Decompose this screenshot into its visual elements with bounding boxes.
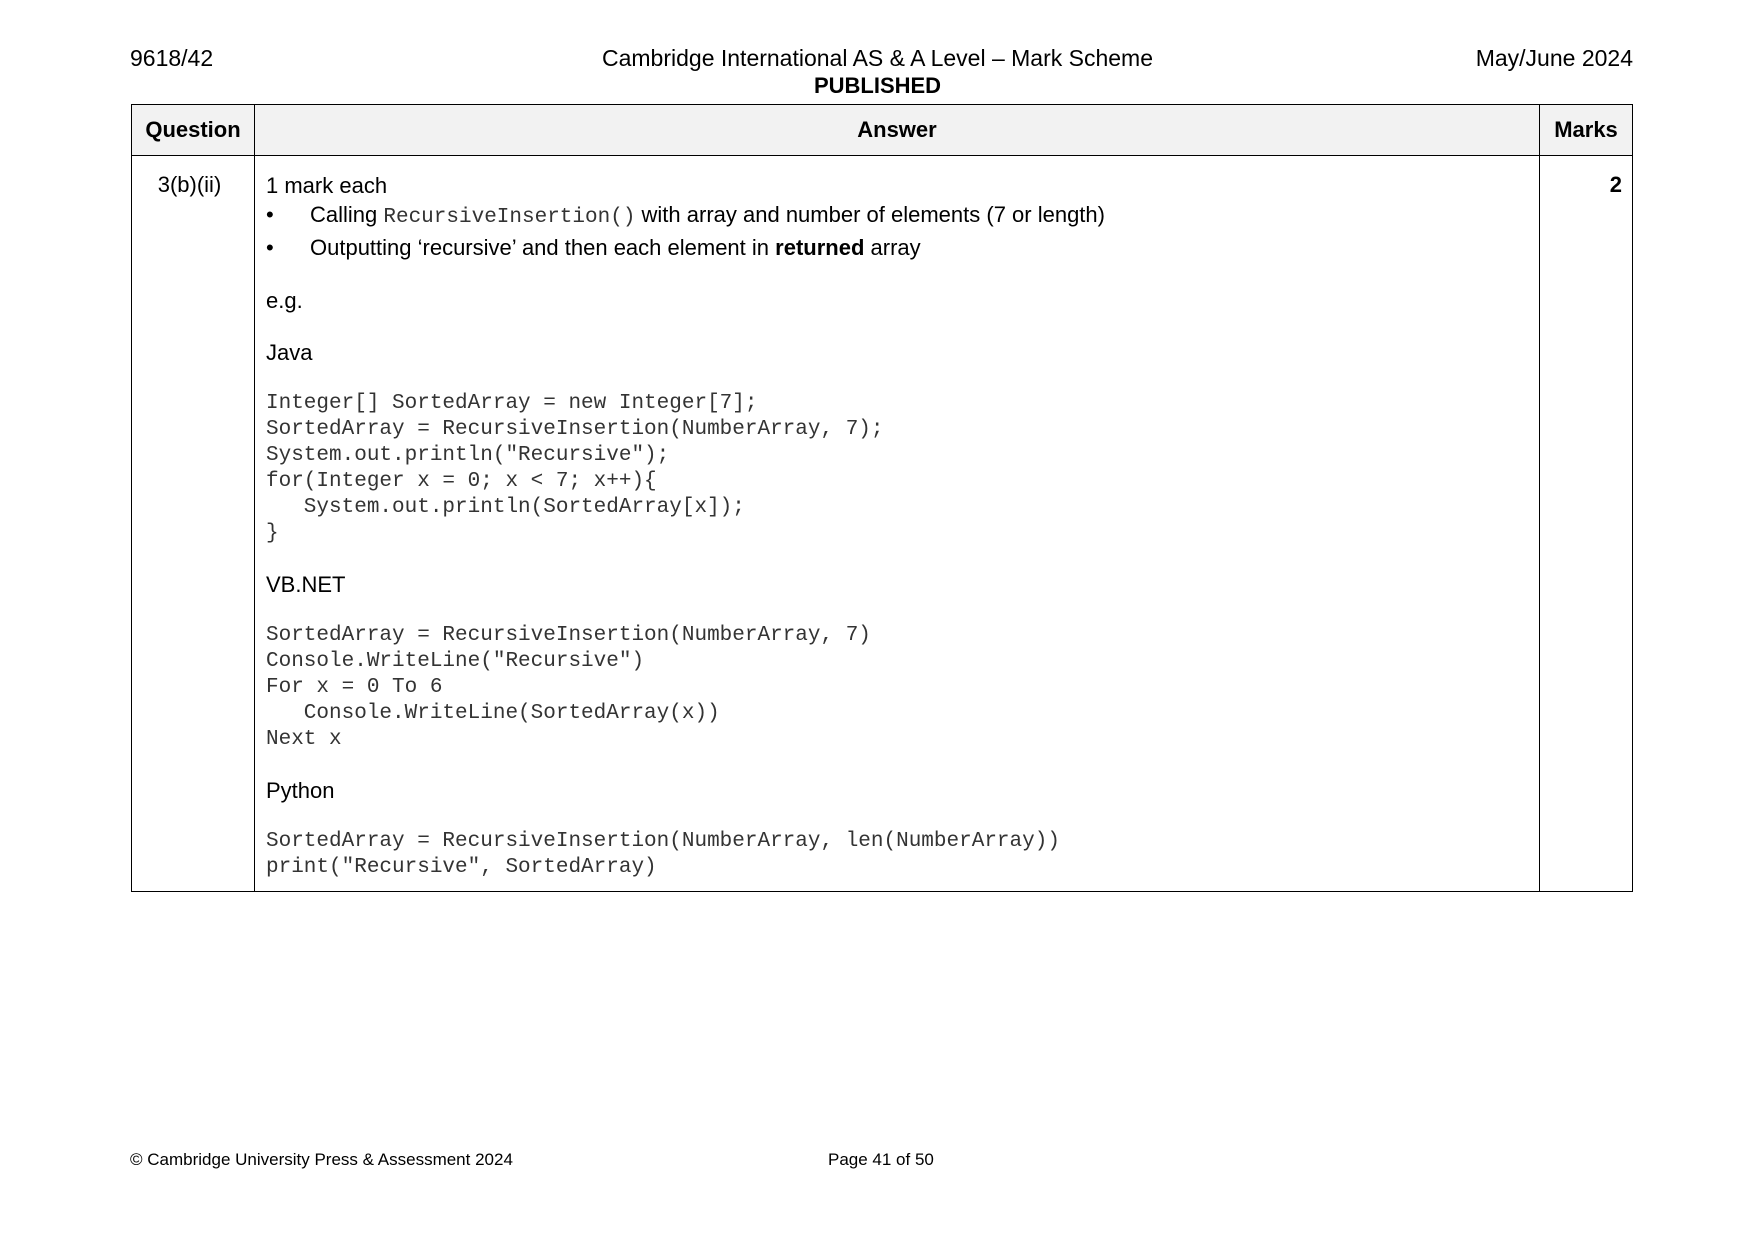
java-code-block: Integer[] SortedArray = new Integer[7]; SortedArray = RecursiveInsertion(NumberArray, 7); System.out.println("Recursive"); for(Integer x = 0; x < 7; x++){ System.out.println(SortedArray[x]); }: [266, 392, 884, 545]
table-row: [132, 156, 1633, 892]
python-label: Python: [266, 778, 335, 803]
java-label: Java: [266, 340, 313, 365]
marking-point-text: Outputting ‘recursive’ and then each element in: [310, 235, 776, 260]
example-label: e.g.: [266, 288, 303, 313]
marks-value: 2: [1540, 156, 1633, 892]
column-header-marks: Marks: [1540, 105, 1633, 156]
bold-emphasis: returned: [775, 235, 865, 260]
page-number: Page 41 of 50: [828, 1150, 934, 1169]
marking-point-text: Calling: [310, 202, 384, 227]
mark-allocation-intro: 1 mark each: [266, 173, 388, 198]
marking-points-list: [266, 200, 1527, 263]
published-label: PUBLISHED: [813, 73, 942, 98]
column-header-question: Question: [132, 105, 255, 156]
question-number: 3(b)(ii): [132, 156, 255, 892]
answer-cell: [255, 156, 1540, 892]
document-title: Cambridge International AS & A Level – Mark Scheme: [601, 45, 1154, 71]
inline-code: RecursiveInsertion(): [383, 206, 636, 229]
marking-point: [266, 200, 1527, 233]
marking-point-text: array: [864, 235, 921, 260]
exam-session: May/June 2024: [1475, 45, 1633, 71]
marking-point: [266, 233, 1527, 263]
paper-code: 9618/42: [130, 45, 214, 71]
marking-point-text: with array and number of elements (7 or length): [635, 202, 1105, 227]
python-code-block: SortedArray = RecursiveInsertion(NumberArray, len(NumberArray)) print("Recursive", SortedArray): [266, 830, 1060, 879]
vbnet-label: VB.NET: [266, 572, 346, 597]
mark-scheme-table: [131, 104, 1633, 892]
vbnet-code-block: SortedArray = RecursiveInsertion(NumberArray, 7) Console.WriteLine("Recursive") For x = 0 To 6 Console.WriteLine(SortedArray(x)) Next x: [266, 624, 871, 751]
copyright-notice: © Cambridge University Press & Assessment 2024: [130, 1150, 513, 1169]
table-header-row: [132, 105, 1633, 156]
column-header-answer: Answer: [255, 105, 1540, 156]
